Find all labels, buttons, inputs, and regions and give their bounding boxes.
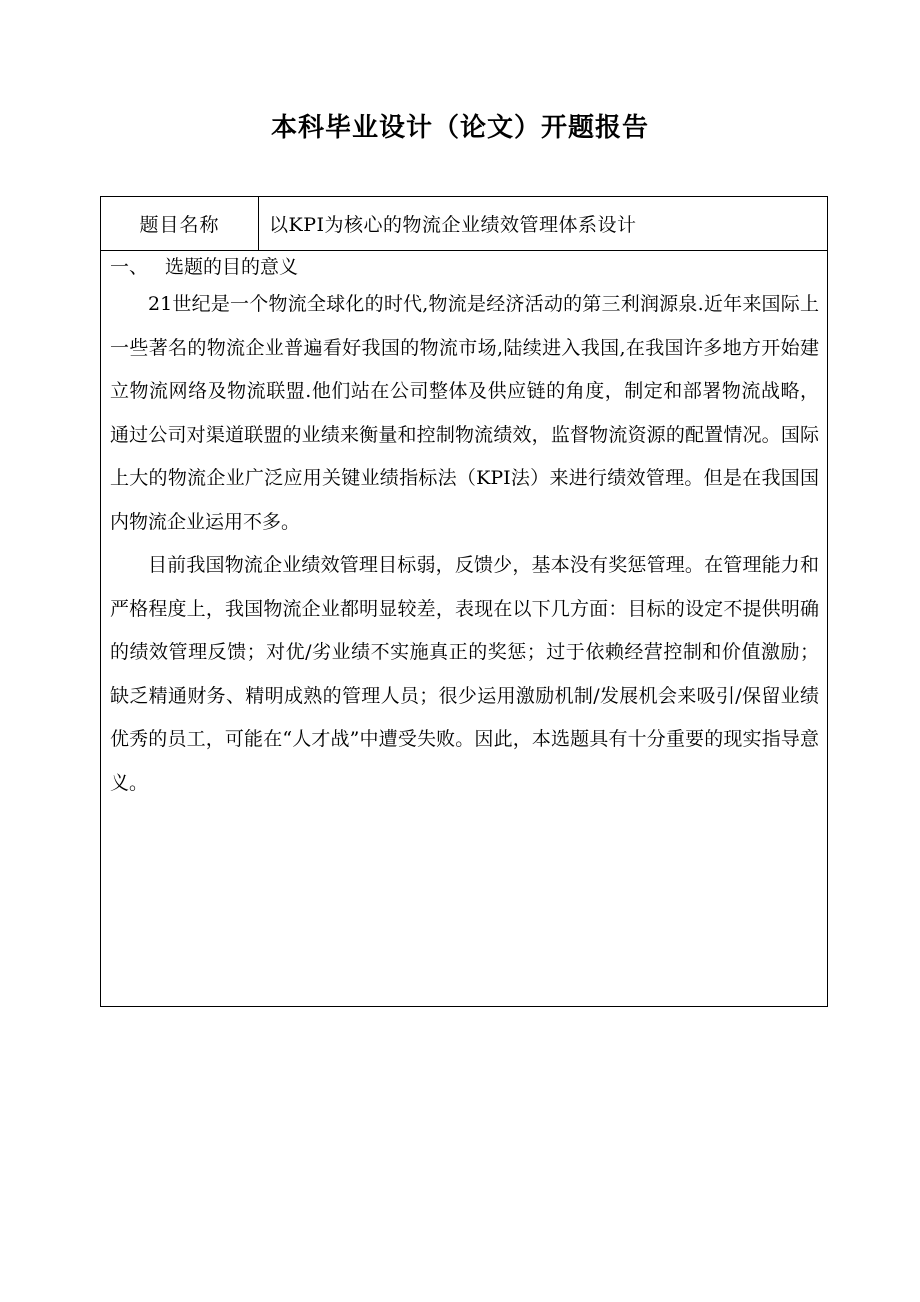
paragraph-2: 目前我国物流企业绩效管理目标弱，反馈少，基本没有奖惩管理。在管理能力和严格程度上，我国物流企业都明显较差，表现在以下几方面：目标的设定不提供明确的绩效管理反馈；对优/劣业绩不实施真正的奖惩；过于依赖经营控制和价值激励；缺乏精通财务、精明成熟的管理人员；很少运用激励机制/发展机会来吸引/保留业绩优秀的员工，可能在“人才战”中遭受失败。因此，本选题具有十分重要的现实指导意义。 xyxy=(110,554,819,794)
proposal-table xyxy=(100,196,828,1007)
section-content xyxy=(101,251,827,1006)
section-heading xyxy=(110,252,819,282)
topic-label: 题目名称 xyxy=(101,197,259,250)
topic-value: 以KPI为核心的物流企业绩效管理体系设计 xyxy=(269,214,637,236)
section-title: 选题的目的意义 xyxy=(165,256,299,278)
page-title: 本科毕业设计（论文）开题报告 xyxy=(270,113,649,143)
paragraph-1: 21世纪是一个物流全球化的时代,物流是经济活动的第三利润源泉.近年来国际上一些著名的物流企业普遍看好我国的物流市场,陆续进入我国,在我国许多地方开始建立物流网络及物流联盟.他们站在公司整体及供应链的角度，制定和部署物流战略，通过公司对渠道联盟的业绩来衡量和控制物流绩效，监督物流资源的配置情况。国际上大的物流企业广泛应用关键业绩指标法（KPI法）来进行绩效管理。但是在我国国内物流企业运用不多。 xyxy=(110,293,819,533)
topic-row xyxy=(101,197,827,251)
section-number: 一、 xyxy=(110,256,149,278)
